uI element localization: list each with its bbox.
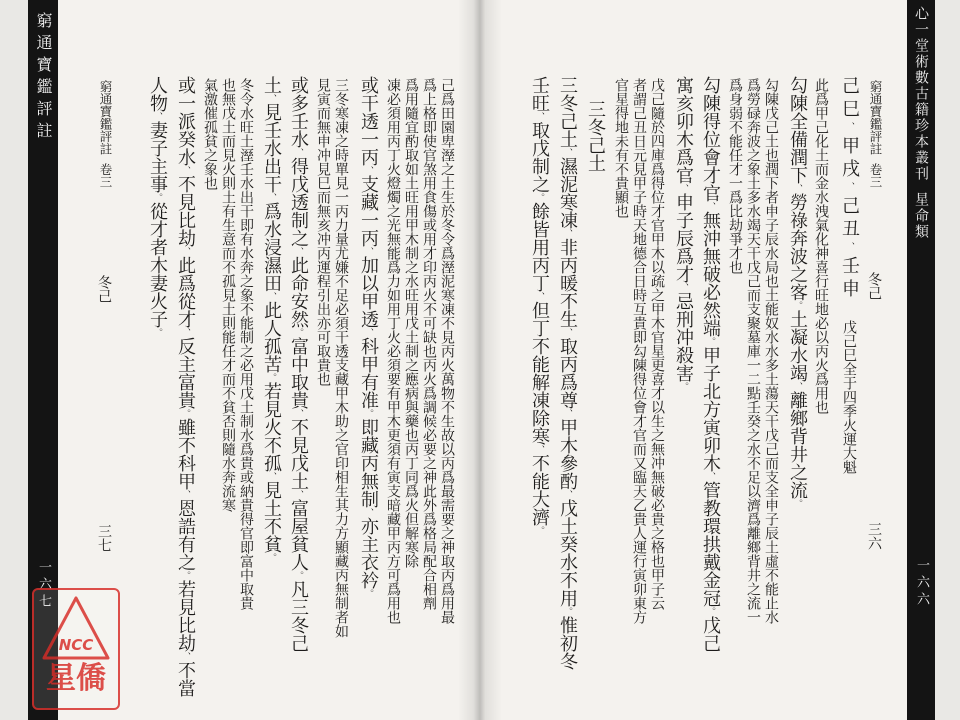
punctuation-mark: 。	[266, 553, 276, 562]
punctuation-mark: 。	[152, 193, 162, 202]
commentary-column: 也無戊土而見火則土有生意而不孤見土則能任才而不貧否則隨水奔流寒	[220, 78, 236, 512]
commentary-column: 凍必須用丙丁火燈燭之光無能爲力如用丁火必須要有甲木更須有寅支暗藏甲丙方可爲用也	[385, 78, 401, 624]
punctuation-mark: 、	[844, 242, 854, 256]
series-title: 心一堂術數古籍珍本叢刊	[913, 6, 929, 182]
punctuation-mark: 、	[363, 166, 373, 175]
punctuation-mark: 、	[792, 382, 802, 391]
main-text-column: 寓亥卯木爲官、申子辰爲才、忌刑冲殺害。	[673, 76, 694, 391]
punctuation-mark: 。	[562, 607, 572, 616]
punctuation-mark: 、	[180, 490, 190, 499]
commentary-column: 爲用隨宜酌取如土旺用甲木制之水旺用戊土制之應病與藥也丙丁同爲火但解寒除	[403, 78, 419, 568]
punctuation-mark: 、	[705, 202, 715, 211]
left-folio-number: 一六七	[36, 560, 51, 611]
commentary-column: 氣激催孤貧之象也	[202, 78, 218, 190]
right-folio-number: 一六六	[914, 558, 929, 609]
running-header-section: 冬己	[866, 272, 882, 300]
punctuation-mark: 、	[705, 472, 715, 481]
main-text-column: 勾陳全備潤下、勞祿奔波之客。土凝水竭、離鄉背井之流。	[787, 76, 808, 508]
main-text-column: 或干透一丙、支藏一丙、加以甲透、科甲有准。即藏丙無制、亦主衣衿。	[358, 76, 379, 598]
punctuation-mark: 。	[363, 409, 373, 418]
punctuation-mark: 、	[266, 193, 276, 202]
commentary-column: 戊己巳全于四季火運大魁	[841, 320, 857, 474]
punctuation-mark: 。	[266, 373, 276, 382]
watermark-mark: NCC	[58, 636, 94, 654]
running-header-book: 窮通寶鑑評註	[868, 80, 883, 155]
punctuation-mark: 、	[180, 328, 190, 337]
punctuation-mark: 。	[792, 301, 802, 310]
punctuation-mark: 。	[180, 571, 190, 580]
punctuation-mark: 、	[293, 247, 303, 256]
running-header-volume: 卷三	[98, 163, 113, 188]
punctuation-mark: 、	[534, 445, 544, 454]
commentary-column: 爲勞碌奔波之象土多水竭天干戊己而支聚墓庫一二點壬癸之水不足以濟爲離鄉背井之流一	[745, 78, 761, 624]
punctuation-mark: 、	[562, 328, 572, 337]
punctuation-mark: 、	[180, 166, 190, 175]
running-header-section: 冬己	[96, 275, 112, 303]
watermark-name: 星僑	[46, 661, 106, 696]
page-number: 三六	[866, 522, 882, 550]
punctuation-mark: 、	[792, 184, 802, 193]
punctuation-mark: 、	[266, 472, 276, 481]
punctuation-mark: 、	[534, 292, 544, 301]
main-text-column: 或多壬水、得戊透制之、此命安然。富中取貴、不見戊土、富屋貧人。凡三冬己	[288, 76, 309, 652]
main-text-column: 或一派癸水、不見比劫、此爲從才、反主富貴。雖不科甲、恩誥有之。若見比劫、不當	[175, 76, 196, 697]
punctuation-mark: 、	[562, 490, 572, 499]
book-gutter	[458, 0, 502, 720]
punctuation-mark: 、	[180, 652, 190, 661]
spine-title: 窮通寶鑑評註	[34, 12, 53, 144]
commentary-column: 者謂己丑日元見甲子時天地德合日時互貴即勾陳得位會才官而又臨天乙貴人運行寅卯東方	[631, 78, 647, 624]
main-text-column: 壬旺、取戊制之。餘皆用丙丁、但丁不能解凍除寒、不能大濟。	[529, 76, 550, 535]
main-text-column: 三冬己土、濕泥寒凍、非丙暖不生、取丙爲尊、甲木參酌、戊土癸水不用。惟初冬	[557, 76, 578, 670]
commentary-column: 己爲田園卑溼之土生於冬令爲溼泥寒凍不見丙火萬物不生故以丙爲最需要之神取丙爲用最	[439, 78, 455, 624]
punctuation-mark: 、	[562, 229, 572, 238]
main-text-column: 勾陳得位會才官、無沖無破必然端。甲子北方寅卯木、管教環拱戴金冠。戊己	[700, 76, 721, 652]
running-header-book: 窮通寶鑑評註	[98, 80, 113, 155]
punctuation-mark: 、	[363, 247, 373, 256]
punctuation-mark: 、	[363, 508, 373, 517]
punctuation-mark: 、	[152, 112, 162, 121]
punctuation-mark: 。	[534, 193, 544, 202]
punctuation-mark: 、	[180, 247, 190, 256]
watermark-logo	[32, 588, 120, 710]
punctuation-mark: 。	[293, 328, 303, 337]
section-heading: 三冬己土	[585, 100, 606, 172]
punctuation-mark: 、	[293, 490, 303, 499]
commentary-column: 勾陳戊己土也潤下者申子辰水局也土能奴水水多土蕩天干戊己而支全申子辰土虛不能止水	[763, 78, 779, 624]
series-category: 星命類	[913, 192, 929, 240]
punctuation-mark: 。	[152, 328, 162, 337]
commentary-column: 此爲甲己化土而金水洩氣化神喜行旺地必以丙火爲用也	[813, 78, 829, 414]
main-text-column: 人物、妻子主事。從才者木妻火子。	[147, 76, 168, 337]
main-text-column: 土、見壬水出干、爲水浸濕田、此人孤苦。若見火不孤、見土不貧。	[261, 76, 282, 562]
commentary-column: 見寅而無申冲見巳而無亥冲丙運程引出亦可取貴也	[315, 78, 331, 386]
commentary-column: 官星得地未有不貴顯也	[613, 78, 629, 218]
running-header-volume: 卷三	[868, 163, 883, 188]
punctuation-mark: 。	[705, 607, 715, 616]
punctuation-mark: 、	[266, 94, 276, 103]
punctuation-mark: 。	[792, 499, 802, 508]
punctuation-mark: 。	[678, 382, 688, 391]
commentary-column: 爲身弱不能任才一爲比劫爭才也	[727, 78, 743, 274]
punctuation-mark: 、	[678, 184, 688, 193]
punctuation-mark: 、	[844, 122, 854, 136]
commentary-column: 冬令水旺土溼壬水出干即有水奔之象不能制之必用戊土制水爲貴或納貴得官即富中取貴	[238, 78, 254, 610]
punctuation-mark: 。	[293, 571, 303, 580]
punctuation-mark: 、	[562, 148, 572, 157]
punctuation-mark: 、	[293, 148, 303, 157]
punctuation-mark: 、	[678, 283, 688, 292]
commentary-column: 戊己隨於四庫爲得位才官甲木以疏之甲木官星更喜才以生之無冲無破必貴之格也甲子云	[649, 78, 665, 610]
page-number: 三七	[96, 524, 112, 552]
punctuation-mark: 、	[534, 112, 544, 121]
punctuation-mark: 、	[266, 292, 276, 301]
punctuation-mark: 。	[180, 409, 190, 418]
punctuation-mark: 、	[844, 182, 854, 196]
punctuation-mark: 。	[705, 337, 715, 346]
main-text-column: 己巳、甲戌、己丑、壬申	[839, 76, 860, 302]
punctuation-mark: 。	[534, 526, 544, 535]
punctuation-mark: 。	[363, 589, 373, 598]
commentary-column: 爲上格即使官煞用食傷或用才印丙火不可缺也丙火爲調候必要之神此外爲格局配合相劑	[421, 78, 437, 610]
commentary-column: 三冬寒凍之時單見一丙力量尤嫌不足必須干透支藏甲木助之官印相生其力方顯藏丙無制者如	[333, 78, 349, 638]
punctuation-mark: 、	[562, 409, 572, 418]
punctuation-mark: 、	[363, 328, 373, 337]
punctuation-mark: 、	[293, 409, 303, 418]
